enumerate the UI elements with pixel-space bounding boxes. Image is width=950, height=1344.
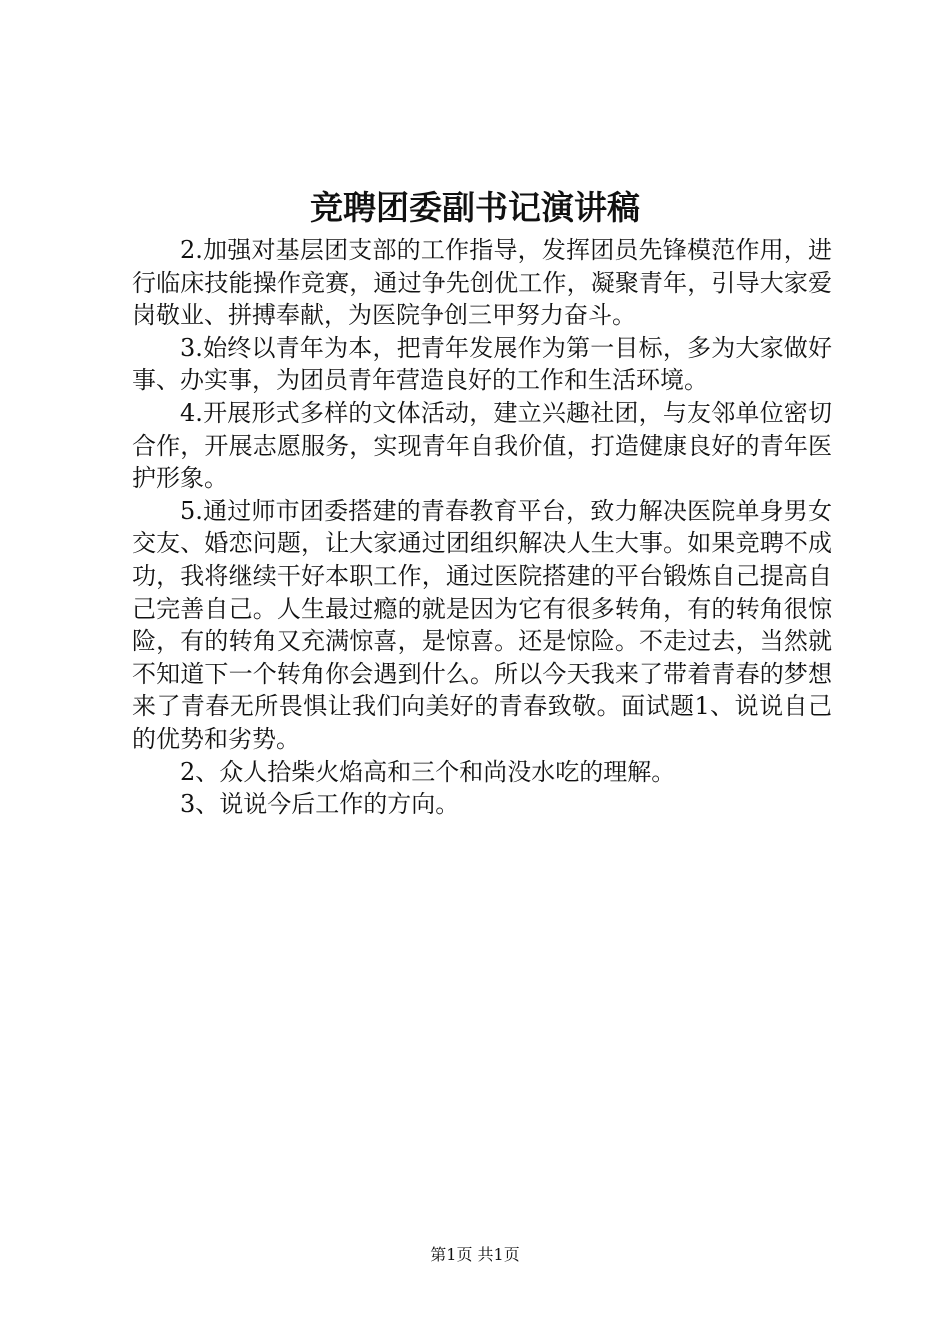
document-body [132, 234, 832, 821]
paragraph: 5.通过师市团委搭建的青春教育平台，致力解决医院单身男女交友、婚恋问题，让大家通过团组织解决人生大事。如果竞聘不成功，我将继续干好本职工作，通过医院搭建的平台锻炼自己提高自己完善自己。人生最过瘾的就是因为它有很多转角，有的转角很惊险，有的转角又充满惊喜，是惊喜。还是惊险。不走过去，当然就不知道下一个转角你会遇到什么。所以今天我来了带着青春的梦想来了青春无所畏惧让我们向美好的青春致敬。面试题1、说说自己的优势和劣势。 [132, 496, 832, 753]
paragraph: 2.加强对基层团支部的工作指导，发挥团员先锋模范作用，进行临床技能操作竞赛，通过争先创优工作，凝聚青年，引导大家爱岗敬业、拼搏奉献，为医院争创三甲努力奋斗。 [132, 236, 832, 330]
paragraph: 4.开展形式多样的文体活动，建立兴趣社团，与友邻单位密切合作，开展志愿服务，实现青年自我价值，打造健康良好的青年医护形象。 [132, 398, 832, 493]
paragraph: 3、说说今后工作的方向。 [180, 790, 460, 819]
paragraph: 2、众人拾柴火焰高和三个和尚没水吃的理解。 [180, 757, 676, 786]
paragraph: 3.始终以青年为本，把青年发展作为第一目标，多为大家做好事、办实事，为团员青年营造良好的工作和生活环境。 [132, 333, 832, 395]
page-footer: 第1页 共1页 [430, 1245, 520, 1264]
page-title: 竞聘团委副书记演讲稿 [310, 188, 640, 227]
